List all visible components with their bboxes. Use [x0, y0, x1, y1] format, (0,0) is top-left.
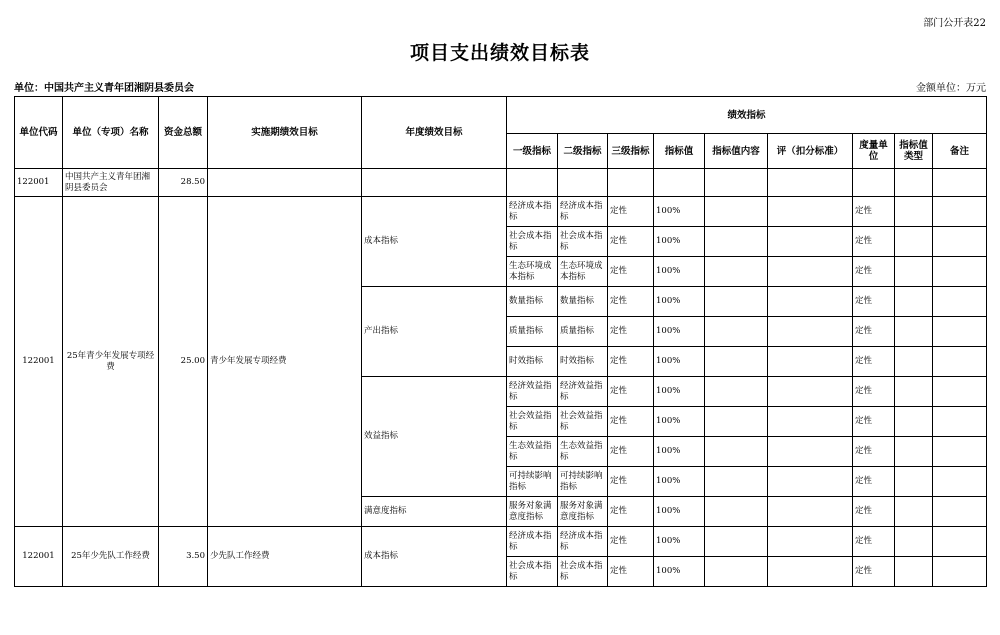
indicator-measure-unit: 定性: [853, 527, 895, 557]
indicator-remarks: [933, 437, 987, 467]
indicator-value-type: [895, 527, 933, 557]
header-level3: 三级指标: [608, 134, 654, 169]
indicator-score: [768, 437, 853, 467]
indicator-value-content: [705, 407, 768, 437]
indicator-value-type: [895, 497, 933, 527]
indicator-score: [768, 227, 853, 257]
indicator-level1: 生态环境成本指标: [507, 257, 558, 287]
indicator-level3: 定性: [608, 287, 654, 317]
indicator-level2: 数量指标: [558, 287, 608, 317]
indicator-score: [768, 347, 853, 377]
header-measure-unit: 度量单位: [853, 134, 895, 169]
indicator-value-type: [895, 467, 933, 497]
header-indicators: 绩效指标: [507, 97, 987, 134]
indicator-level2: 生态环境成本指标: [558, 257, 608, 287]
indicator-level3: 定性: [608, 317, 654, 347]
indicator-level2: 服务对象满意度指标: [558, 497, 608, 527]
unit-label: 单位：中国共产主义青年团湘阴县委员会: [14, 83, 194, 94]
indicator-value: 100%: [654, 527, 705, 557]
indicator-level1: 经济成本指标: [507, 527, 558, 557]
indicator-value-content: [705, 227, 768, 257]
indicator-level1: 经济效益指标: [507, 377, 558, 407]
indicator-score: [768, 287, 853, 317]
indicator-value-content: [705, 437, 768, 467]
indicator-measure-unit: 定性: [853, 467, 895, 497]
indicator-level1: 时效指标: [507, 347, 558, 377]
indicator-score: [768, 527, 853, 557]
indicator-score: [768, 467, 853, 497]
header-level2: 二级指标: [558, 134, 608, 169]
summary-code: 122001: [15, 169, 63, 197]
indicator-level3: 定性: [608, 557, 654, 587]
header-value: 指标值: [654, 134, 705, 169]
indicator-level2: 可持续影响指标: [558, 467, 608, 497]
indicator-remarks: [933, 377, 987, 407]
indicator-remarks: [933, 407, 987, 437]
project-amount: 3.50: [159, 527, 208, 587]
project-name: 25年少先队工作经费: [63, 527, 159, 587]
indicator-value-content: [705, 377, 768, 407]
indicator-remarks: [933, 557, 987, 587]
indicator-remarks: [933, 347, 987, 377]
indicator-level2: 质量指标: [558, 317, 608, 347]
indicator-level3: 定性: [608, 467, 654, 497]
annual-goal-group: 产出指标: [362, 287, 507, 377]
indicator-value: 100%: [654, 227, 705, 257]
indicator-value: 100%: [654, 287, 705, 317]
indicator-level3: 定性: [608, 527, 654, 557]
header-row-1: [15, 97, 987, 134]
indicator-score: [768, 407, 853, 437]
indicator-value-type: [895, 407, 933, 437]
project-code: 122001: [15, 197, 63, 527]
indicator-remarks: [933, 257, 987, 287]
indicator-value-type: [895, 437, 933, 467]
indicator-level1: 数量指标: [507, 287, 558, 317]
indicator-value: 100%: [654, 467, 705, 497]
indicator-level2: 经济成本指标: [558, 527, 608, 557]
header-value-type: 指标值类型: [895, 134, 933, 169]
header-period-goal: 实施期绩效目标: [208, 97, 362, 169]
indicator-score: [768, 257, 853, 287]
indicator-remarks: [933, 467, 987, 497]
indicator-level3: 定性: [608, 197, 654, 227]
header-score: 评（扣分标准）: [768, 134, 853, 169]
indicator-level1: 社会成本指标: [507, 557, 558, 587]
header-level1: 一级指标: [507, 134, 558, 169]
page-title: 项目支出绩效目标表: [409, 42, 590, 64]
indicator-remarks: [933, 497, 987, 527]
summary-amount: 28.50: [159, 169, 208, 197]
indicator-measure-unit: 定性: [853, 287, 895, 317]
indicator-measure-unit: 定性: [853, 557, 895, 587]
indicator-score: [768, 197, 853, 227]
indicator-measure-unit: 定性: [853, 407, 895, 437]
indicator-level1: 生态效益指标: [507, 437, 558, 467]
indicator-value-content: [705, 257, 768, 287]
indicator-value-content: [705, 197, 768, 227]
indicator-value: 100%: [654, 437, 705, 467]
indicator-level1: 可持续影响指标: [507, 467, 558, 497]
indicator-measure-unit: 定性: [853, 197, 895, 227]
indicator-value-content: [705, 557, 768, 587]
indicator-value-type: [895, 197, 933, 227]
indicator-score: [768, 317, 853, 347]
indicator-value-type: [895, 227, 933, 257]
indicator-value-content: [705, 317, 768, 347]
indicator-remarks: [933, 317, 987, 347]
indicator-score: [768, 497, 853, 527]
indicator-measure-unit: 定性: [853, 437, 895, 467]
indicator-level2: 经济成本指标: [558, 197, 608, 227]
indicator-remarks: [933, 197, 987, 227]
indicator-level3: 定性: [608, 437, 654, 467]
indicator-value: 100%: [654, 257, 705, 287]
indicator-value-type: [895, 377, 933, 407]
indicator-level2: 社会成本指标: [558, 227, 608, 257]
indicator-value-content: [705, 347, 768, 377]
project-amount: 25.00: [159, 197, 208, 527]
indicator-value: 100%: [654, 407, 705, 437]
indicator-measure-unit: 定性: [853, 497, 895, 527]
indicator-level1: 经济成本指标: [507, 197, 558, 227]
project-name: 25年青少年发展专项经费: [63, 197, 159, 527]
indicator-value: 100%: [654, 557, 705, 587]
indicator-level3: 定性: [608, 497, 654, 527]
table-row: [15, 527, 987, 557]
indicator-value-content: [705, 527, 768, 557]
annual-goal-group: 成本指标: [362, 527, 507, 587]
indicator-measure-unit: 定性: [853, 257, 895, 287]
indicator-score: [768, 557, 853, 587]
header-total-funds: 资金总额: [159, 97, 208, 169]
indicator-level3: 定性: [608, 377, 654, 407]
indicator-remarks: [933, 227, 987, 257]
header-unit-code: 单位代码: [15, 97, 63, 169]
money-unit-label: 金额单位：万元: [916, 83, 986, 94]
indicator-level3: 定性: [608, 347, 654, 377]
indicator-measure-unit: 定性: [853, 377, 895, 407]
indicator-remarks: [933, 527, 987, 557]
annual-goal-group: 效益指标: [362, 377, 507, 497]
indicator-level2: 社会效益指标: [558, 407, 608, 437]
indicator-value: 100%: [654, 347, 705, 377]
indicator-measure-unit: 定性: [853, 227, 895, 257]
header-annual-goal: 年度绩效目标: [362, 97, 507, 169]
summary-row: [15, 169, 987, 197]
project-period-goal: 少先队工作经费: [208, 527, 362, 587]
indicator-level2: 生态效益指标: [558, 437, 608, 467]
indicator-level1: 服务对象满意度指标: [507, 497, 558, 527]
indicator-level2: 经济效益指标: [558, 377, 608, 407]
indicator-score: [768, 377, 853, 407]
indicator-value: 100%: [654, 497, 705, 527]
project-code: 122001: [15, 527, 63, 587]
indicator-value-type: [895, 257, 933, 287]
header-remarks: 备注: [933, 134, 987, 169]
page-number-label: 部门公开表22: [923, 18, 986, 29]
indicator-measure-unit: 定性: [853, 347, 895, 377]
indicator-value-content: [705, 467, 768, 497]
indicator-value-type: [895, 557, 933, 587]
table-row: [15, 197, 987, 227]
annual-goal-group: 满意度指标: [362, 497, 507, 527]
indicator-level2: 时效指标: [558, 347, 608, 377]
performance-table: [14, 96, 987, 587]
annual-goal-group: 成本指标: [362, 197, 507, 287]
header-unit-project: 单位（专项）名称: [63, 97, 159, 169]
indicator-level1: 社会成本指标: [507, 227, 558, 257]
indicator-value-type: [895, 317, 933, 347]
indicator-level3: 定性: [608, 227, 654, 257]
indicator-level1: 社会效益指标: [507, 407, 558, 437]
indicator-value-content: [705, 497, 768, 527]
project-period-goal: 青少年发展专项经费: [208, 197, 362, 527]
indicator-value: 100%: [654, 317, 705, 347]
header-value-content: 指标值内容: [705, 134, 768, 169]
summary-name: 中国共产主义青年团湘阴县委员会: [63, 169, 159, 197]
indicator-value: 100%: [654, 377, 705, 407]
indicator-value-type: [895, 347, 933, 377]
indicator-level1: 质量指标: [507, 317, 558, 347]
indicator-remarks: [933, 287, 987, 317]
indicator-value-type: [895, 287, 933, 317]
indicator-value-content: [705, 287, 768, 317]
indicator-level3: 定性: [608, 257, 654, 287]
indicator-value: 100%: [654, 197, 705, 227]
indicator-level3: 定性: [608, 407, 654, 437]
indicator-measure-unit: 定性: [853, 317, 895, 347]
indicator-level2: 社会成本指标: [558, 557, 608, 587]
